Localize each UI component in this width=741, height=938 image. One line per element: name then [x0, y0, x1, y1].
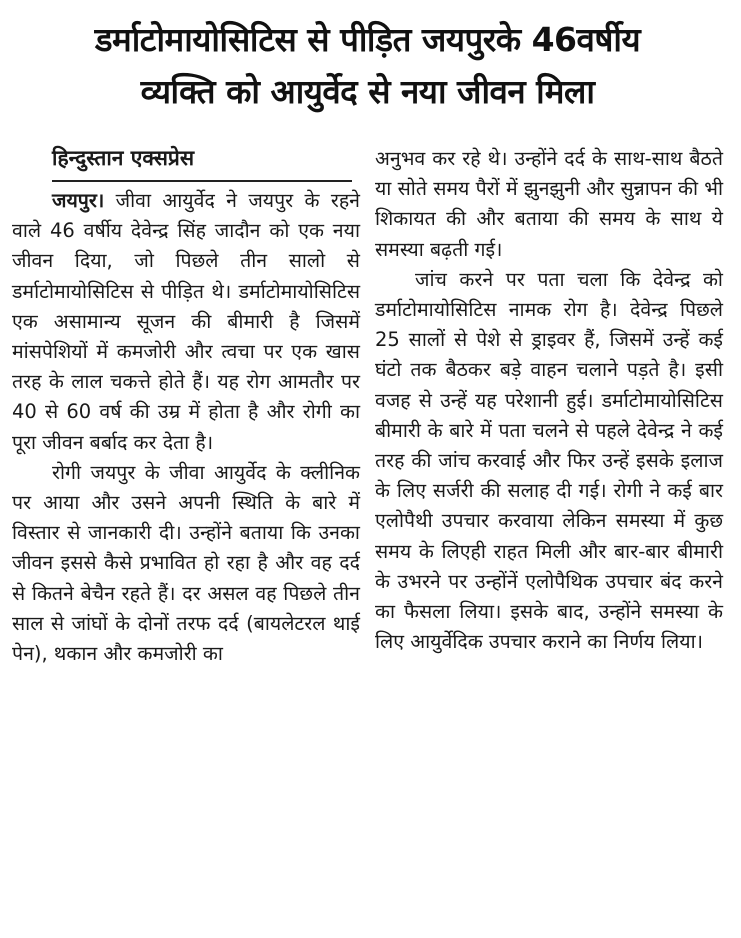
source-byline: हिन्दुस्तान एक्सप्रेस [52, 140, 352, 182]
paragraph-2-continued: अनुभव कर रहे थे। उन्होंने दर्द के साथ-साथ बैठते या सोते समय पैरों में झुनझुनी और सुन्नापन की भी शिकायत की और बताया की समय के साथ ये समस्या बढ़ती गई। [375, 147, 723, 261]
headline-line-1: डर्माटोमायोसिटिस से पीड़ित जयपुरके 46वर्षीय [94, 20, 641, 59]
paragraph-1 [12, 186, 360, 458]
paragraph-2: रोगी जयपुर के जीवा आयुर्वेद के क्लीनिक पर आया और उसने अपनी स्थिति के बारे में विस्तार से जानकारी दी। उन्होंने बताया कि उनका जीवन इससे कैसे प्रभावित हो रहा है और वह दर्द से कितने बेचैन रहते हैं। दर असल वह पिछले तीन साल से जांघों के दोनों तरफ दर्द (बायलेटरल थाई पेन), थकान और कमजोरी का [12, 460, 360, 666]
paragraph-1-text: जीवा आयुर्वेद ने जयपुर के रहने वाले 46 वर्षीय देवेन्द्र सिंह जादौन को एक नया जीवन दिया, जो पिछले तीन सालो से डर्माटोमायोसिटिस से पीड़ित थे। डर्माटोमायोसिटिस एक असामान्य सूजन की बीमारी है जिसमें मांसपेशियों में कमजोरी और त्वचा पर एक खास तरह के लाल चकत्ते होते हैं। यह रोग आमतौर पर 40 से 60 वर्ष की उम्र में होता है और रोगी का पूरा जीवन बर्बाद कर देता है। [12, 189, 360, 454]
headline [12, 14, 723, 118]
headline-line-2: व्यक्ति को आयुर्वेद से नया जीवन मिला [140, 72, 595, 111]
left-column [12, 140, 360, 669]
paragraph-3: जांच करने पर पता चला कि देवेन्द्र को डर्माटोमायोसिटिस नामक रोग है। देवेन्द्र पिछले 25 सालों से पेशे से ड्राइवर हैं, जिसमें उन्हें कई घंटो तक बैठकर बड़े वाहन चलाने पड़ते है। इसी वजह से उन्हें यह परेशानी हुई। डर्माटोमायोसिटिस बीमारी के बारे में पता चलने से पहले देवेन्द्र ने कई तरह की जांच करवाई और फिर उन्हें इसके इलाज के लिए सर्जरी की सलाह दी गई। रोगी ने कई बार एलोपैथी उपचार करवाया लेकिन समस्या में कुछ समय के लिएही राहत मिली और बार-बार बीमारी के उभरने पर उन्होंनें एलोपैथिक उपचार बंद करने का फैसला लिया। इसके बाद, उन्होंने समस्या के लिए आयुर्वेदिक उपचार कराने का निर्णय लिया। [375, 267, 723, 654]
dateline: जयपुर। [52, 189, 105, 212]
article-body [12, 140, 723, 938]
right-column [375, 144, 723, 657]
